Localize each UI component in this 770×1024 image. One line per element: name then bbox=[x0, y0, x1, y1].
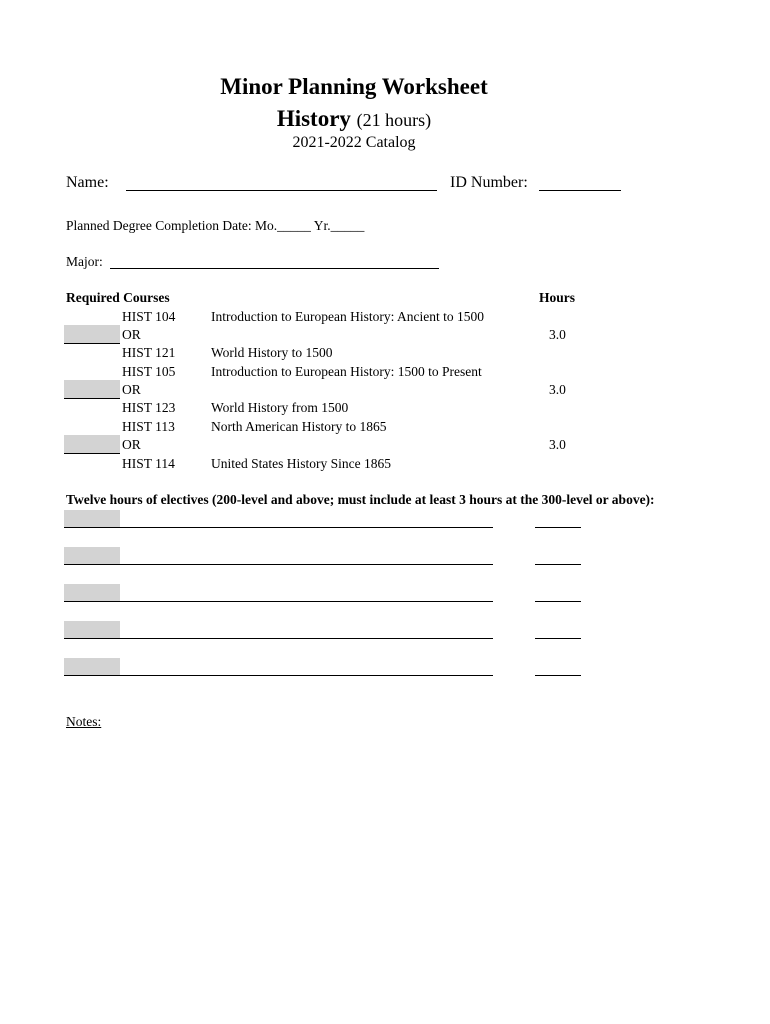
check-box[interactable] bbox=[64, 435, 120, 453]
name-label: Name: bbox=[66, 174, 109, 191]
check-box-underline bbox=[64, 398, 120, 399]
elective-course-line[interactable] bbox=[64, 527, 493, 528]
major-label: Major: bbox=[66, 254, 103, 269]
group-hours: 3.0 bbox=[549, 437, 566, 452]
catalog-year: 2021-2022 Catalog bbox=[292, 134, 416, 151]
elective-course-box[interactable] bbox=[64, 510, 120, 528]
course-code: HIST 104 bbox=[122, 309, 176, 324]
course-code: HIST 114 bbox=[122, 456, 175, 471]
subject-heading bbox=[0, 106, 708, 132]
course-code: HIST 123 bbox=[122, 400, 176, 415]
course-title: Introduction to European History: 1500 to Present bbox=[211, 364, 482, 379]
elective-course-box[interactable] bbox=[64, 547, 120, 565]
group-hours: 3.0 bbox=[549, 382, 566, 397]
elective-course-line[interactable] bbox=[64, 564, 493, 565]
course-title: World History from 1500 bbox=[211, 400, 349, 415]
electives-heading: Twelve hours of electives (200-level and above; must include at least 3 hours at the 300-level or above): bbox=[66, 492, 655, 507]
elective-course-box[interactable] bbox=[64, 658, 120, 676]
hours-heading: Hours bbox=[539, 290, 576, 305]
subject-hours: (21 hours) bbox=[356, 110, 432, 130]
elective-hours-line[interactable] bbox=[535, 527, 581, 528]
elective-course-line[interactable] bbox=[64, 601, 493, 602]
course-code: HIST 105 bbox=[122, 364, 176, 379]
check-box-underline bbox=[64, 453, 120, 454]
elective-course-line[interactable] bbox=[64, 675, 493, 676]
elective-hours-line[interactable] bbox=[535, 638, 581, 639]
or-label: OR bbox=[122, 382, 141, 397]
check-box-underline bbox=[64, 343, 120, 344]
course-title: North American History to 1865 bbox=[211, 419, 387, 434]
course-title: United States History Since 1865 bbox=[211, 456, 391, 471]
or-label: OR bbox=[122, 437, 141, 452]
id-number-field[interactable] bbox=[539, 190, 621, 191]
elective-course-line[interactable] bbox=[64, 638, 493, 639]
id-number-label: ID Number: bbox=[450, 174, 528, 191]
elective-hours-line[interactable] bbox=[535, 675, 581, 676]
required-courses-heading: Required Courses bbox=[66, 290, 170, 305]
course-code: HIST 113 bbox=[122, 419, 175, 434]
completion-date-line: Planned Degree Completion Date: Mo._____ Yr._____ bbox=[66, 218, 365, 233]
course-code: HIST 121 bbox=[122, 345, 176, 360]
course-title: World History to 1500 bbox=[211, 345, 333, 360]
course-title: Introduction to European History: Ancient to 1500 bbox=[211, 309, 484, 324]
check-box[interactable] bbox=[64, 325, 120, 343]
major-field[interactable] bbox=[110, 268, 439, 269]
group-hours: 3.0 bbox=[549, 327, 566, 342]
elective-course-box[interactable] bbox=[64, 584, 120, 602]
or-label: OR bbox=[122, 327, 141, 342]
name-field[interactable] bbox=[126, 190, 437, 191]
elective-hours-line[interactable] bbox=[535, 564, 581, 565]
notes-label: Notes: bbox=[66, 714, 102, 729]
page-title: Minor Planning Worksheet bbox=[220, 74, 488, 99]
subject-name: History bbox=[276, 106, 351, 131]
elective-hours-line[interactable] bbox=[535, 601, 581, 602]
elective-course-box[interactable] bbox=[64, 621, 120, 639]
check-box[interactable] bbox=[64, 380, 120, 398]
